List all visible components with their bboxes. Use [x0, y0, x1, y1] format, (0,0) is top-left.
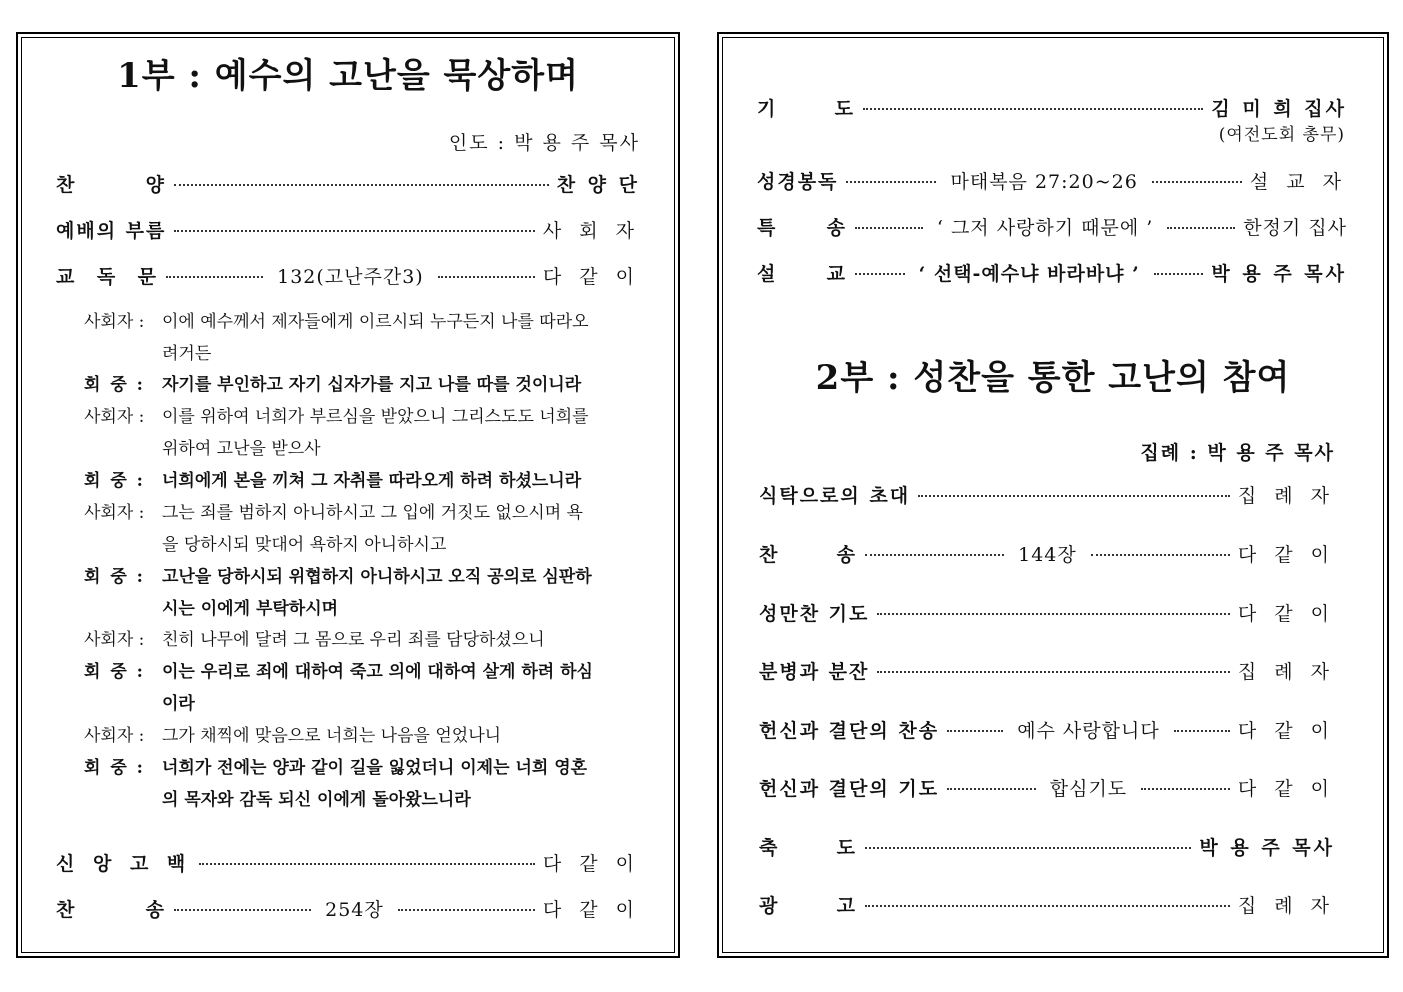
item-right: 다 같 이 — [1237, 778, 1336, 800]
responsive-line: 회 중 : 너희에게 본을 끼쳐 그 자취를 따라오게 하려 하셨느니라 — [84, 471, 582, 491]
responsive-line: 사회자 : 이에 예수께서 제자들에게 이르시되 누구든지 나를 따라오 려거든 — [84, 312, 589, 364]
leader-dots — [947, 788, 1036, 790]
order-item-praise — [56, 170, 640, 197]
responsive-line: 회 중 : 고난을 당하시되 위협하지 아니하시고 오직 공의로 심판하 시는 이에게 부탁하시며 — [84, 567, 592, 619]
leader-dots — [865, 905, 1230, 907]
item-label: 설 교 — [757, 263, 847, 285]
left-page — [16, 32, 680, 958]
leader-dots — [1141, 788, 1230, 790]
responsive-line: 회 중 : 자기를 부인하고 자기 십자가를 지고 나를 따를 것이니라 — [84, 375, 582, 395]
leader-dots — [398, 909, 535, 911]
prayer-note: (여전도회 총무) — [1218, 125, 1345, 145]
leader-dots — [865, 847, 1191, 849]
leader-dots — [877, 671, 1229, 673]
order-item-benediction — [759, 833, 1335, 860]
leader-dots — [855, 227, 923, 229]
order-item-invitation — [759, 481, 1335, 508]
leader-dots — [1154, 273, 1204, 275]
leader-dots — [918, 495, 1230, 497]
leader-dots — [1152, 181, 1242, 183]
item-right: 다 같 이 — [1237, 603, 1335, 625]
leader-dots — [199, 863, 535, 865]
responsive-line: 사회자 : 이를 위하여 너희가 부르심을 받았으니 그리스도도 너희를 위하여 고난을 받으사 — [84, 407, 589, 459]
item-right: 집 례 자 — [1237, 661, 1335, 683]
responsive-line: 사회자 : 친히 나무에 달려 그 몸으로 우리 죄를 담당하셨으니 — [84, 630, 545, 650]
responsive-line: 회 중 : 너희가 전에는 양과 같이 길을 잃었더니 이제는 너희 영혼 의 목자와 감독 되신 이에게 돌아왔느니라 — [84, 758, 588, 810]
item-label: 식탁으로의 초대 — [759, 485, 911, 507]
order-item-creed — [56, 849, 640, 876]
leader-dots — [863, 108, 1203, 110]
leader-dots — [174, 184, 549, 186]
part1-title: 1부 : 예수의 고난을 묵상하며 — [117, 56, 579, 96]
item-label: 교 독 문 — [56, 266, 158, 288]
leader-dots — [846, 181, 936, 183]
order-item-special-song — [757, 213, 1347, 240]
item-label: 헌신과 결단의 기도 — [759, 778, 940, 800]
order-item-responsive-reading — [56, 262, 640, 289]
leader-dots — [855, 273, 905, 275]
order-item-communion-prayer — [759, 599, 1335, 626]
item-middle: ‘ 선택-예수냐 바라바냐 ’ — [918, 263, 1140, 285]
item-right: 다 같 이 — [542, 266, 641, 288]
item-label: 분병과 분잔 — [759, 661, 870, 683]
leader-dots — [174, 909, 311, 911]
order-item-sermon — [757, 259, 1347, 286]
item-middle: 예수 사랑합니다 — [1017, 720, 1160, 742]
item-label: 성경봉독 — [757, 171, 839, 193]
order-item-dedication-hymn — [759, 716, 1335, 743]
item-label: 찬 송 — [759, 544, 857, 566]
item-right: 김 미 희 집사 — [1211, 98, 1347, 120]
order-item-scripture — [757, 167, 1347, 194]
order-item-dedication-prayer — [759, 774, 1335, 801]
item-middle: 254장 — [325, 899, 384, 921]
leader-dots — [877, 613, 1229, 615]
leader-dots — [1174, 730, 1230, 732]
item-right: 찬 양 단 — [556, 174, 640, 196]
item-right: 집 례 자 — [1237, 485, 1335, 507]
order-item-hymn — [56, 895, 640, 922]
leader-dots — [1167, 227, 1235, 229]
item-label: 신 앙 고 백 — [56, 853, 192, 875]
item-label: 광 고 — [759, 895, 857, 917]
order-item-hymn-144 — [759, 540, 1335, 567]
leader-dots — [947, 730, 1003, 732]
item-right: 한정기 집사 — [1243, 217, 1347, 239]
item-label: 축 도 — [759, 837, 857, 859]
item-label: 찬 송 — [56, 899, 166, 921]
item-right: 집 례 자 — [1237, 895, 1335, 917]
item-label: 성만찬 기도 — [759, 603, 870, 625]
order-item-call-to-worship — [56, 216, 640, 243]
item-middle: 합심기도 — [1049, 778, 1128, 800]
item-right: 박 용 주 목사 — [1211, 263, 1347, 285]
leader-dots — [1091, 554, 1230, 556]
item-label: 헌신과 결단의 찬송 — [759, 720, 940, 742]
item-label: 예배의 부름 — [56, 220, 167, 242]
item-label: 기 도 — [757, 98, 855, 120]
order-item-announcements — [759, 891, 1335, 918]
responsive-line: 사회자 : 그는 죄를 범하지 아니하시고 그 입에 거짓도 없으시며 욕 을 당하시되 맞대어 욕하지 아니하시고 — [84, 503, 583, 555]
item-right: 사 회 자 — [542, 220, 640, 242]
part2-title: 2부 : 성찬을 통한 고난의 참여 — [815, 358, 1291, 398]
leader-dots — [865, 554, 1004, 556]
item-middle: ‘ 그저 사랑하기 때문에 ’ — [936, 217, 1154, 239]
item-label: 특 송 — [757, 217, 847, 239]
item-right: 다 같 이 — [1237, 544, 1335, 566]
part2-leader: 집례 : 박 용 주 목사 — [1140, 442, 1335, 464]
item-right: 박 용 주 목사 — [1199, 837, 1335, 859]
order-item-bread-and-cup — [759, 657, 1335, 684]
leader-dots — [438, 276, 535, 278]
item-middle: 144장 — [1018, 544, 1077, 566]
order-item-prayer — [757, 94, 1347, 121]
responsive-line: 회 중 : 이는 우리로 죄에 대하여 죽고 의에 대하여 살게 하려 하심 이라 — [84, 662, 593, 714]
item-right: 다 같 이 — [1237, 720, 1335, 742]
part1-leader: 인도 : 박 용 주 목사 — [448, 132, 640, 154]
item-middle: 마태복음 27:20~26 — [950, 171, 1138, 193]
responsive-line: 사회자 : 그가 채찍에 맞음으로 너희는 나음을 얻었나니 — [84, 726, 502, 746]
item-middle: 132(고난주간3) — [277, 266, 424, 288]
item-label: 찬 양 — [56, 174, 166, 196]
leader-dots — [166, 276, 263, 278]
leader-dots — [174, 230, 534, 232]
item-right: 다 같 이 — [542, 853, 640, 875]
item-right: 설 교 자 — [1249, 171, 1348, 193]
item-right: 다 같 이 — [542, 899, 640, 921]
right-page — [717, 32, 1389, 958]
